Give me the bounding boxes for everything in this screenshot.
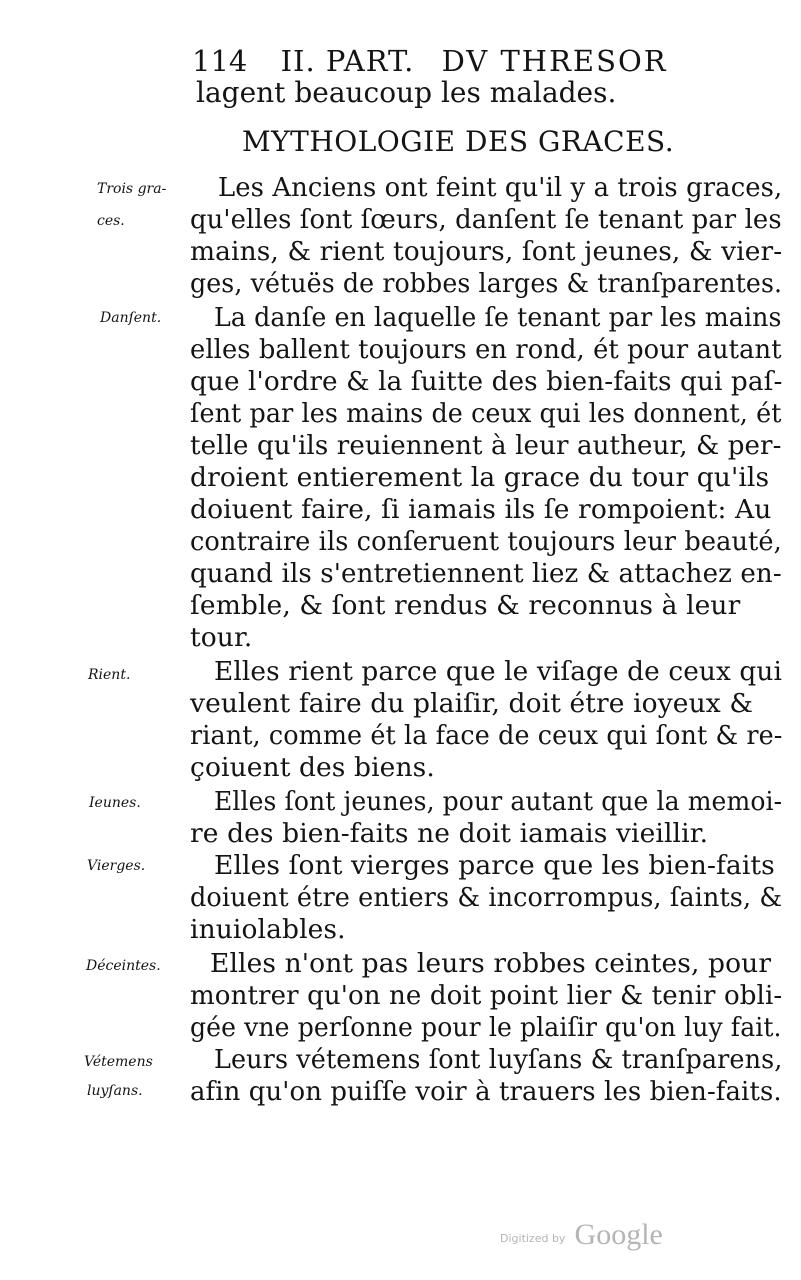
google-logo: Google xyxy=(574,1218,663,1251)
text-line: Elles n'ont pas leurs robbes ceintes, pour xyxy=(210,948,772,979)
margin-note: ces. xyxy=(97,213,125,229)
text-line: montrer qu'on ne doit point lier & tenir obli- xyxy=(190,980,783,1011)
text-line: re des bien-faits ne doit iamais vieillir. xyxy=(190,818,709,849)
text-line: Elles ſont jeunes, pour autant que la memoi- xyxy=(214,786,783,817)
carryover-line: lagent beaucoup les malades. xyxy=(196,76,617,109)
text-line: contraire ils conſeruent toujours leur beauté, xyxy=(190,526,782,557)
margin-note: Trois gra- xyxy=(97,181,167,197)
text-line: mains, & rient toujours, ſont jeunes, & vier- xyxy=(190,236,783,267)
running-header xyxy=(192,44,668,78)
margin-note: luyſans. xyxy=(87,1083,143,1099)
text-line: ges, vétuës de robbes larges & tranſparentes. xyxy=(190,268,783,299)
page-number: 114 xyxy=(192,44,248,78)
text-line: Leurs vétemens ſont luyſans & tranſparens, xyxy=(214,1044,783,1075)
text-line: doiuent étre entiers & incorrompus, ſaints, & xyxy=(190,882,783,913)
section-title: MYTHOLOGIE DES GRACES. xyxy=(242,125,675,158)
watermark-caption: Digitized by xyxy=(500,1232,566,1245)
margin-note: Rient. xyxy=(88,667,131,683)
text-line: afin qu'on puiſſe voir à trauers les bien-faits. xyxy=(190,1076,782,1107)
text-line: ſent par les mains de ceux qui les donnent, ét xyxy=(190,398,782,429)
margin-note: Vierges. xyxy=(87,858,146,874)
digitized-watermark xyxy=(500,1218,663,1252)
margin-note: Déceintes. xyxy=(86,958,161,974)
text-line: Elles rient parce que le viſage de ceux qui xyxy=(214,656,783,687)
text-line: doiuent faire, ſi iamais ils ſe rompoient: Au xyxy=(190,494,772,525)
text-line: ſemble, & ſont rendus & reconnus à leur xyxy=(190,590,741,621)
text-line: La danſe en laquelle ſe tenant par les mains xyxy=(214,302,782,333)
text-line: que l'ordre & la ſuitte des bien-faits qui paſ- xyxy=(190,366,783,397)
text-line: qu'elles ſont ſœurs, danſent ſe tenant par les xyxy=(190,204,782,235)
text-line: telle qu'ils reuiennent à leur autheur, & per- xyxy=(190,430,782,461)
text-line: gée vne perſonne pour le plaiſir qu'on luy fait. xyxy=(190,1012,782,1043)
header-title: DV THRESOR xyxy=(441,44,668,78)
text-line: droient entierement la grace du tour qu'ils xyxy=(190,462,770,493)
text-line: Les Anciens ont feint qu'il y a trois graces, xyxy=(218,172,783,203)
margin-note: Vétemens xyxy=(84,1054,153,1070)
margin-note: Ieunes. xyxy=(89,795,141,811)
margin-note: Danſent. xyxy=(100,310,162,326)
text-line: çoiuent des biens. xyxy=(190,752,435,783)
text-line: veulent faire du plaiſir, doit étre ioyeux & xyxy=(190,688,754,719)
text-line: Elles ſont vierges parce que les bien-faits xyxy=(214,850,775,881)
header-part: II. PART. xyxy=(280,44,415,78)
text-line: tour. xyxy=(190,622,253,653)
text-line: inuiolables. xyxy=(190,914,346,945)
text-line: riant, comme ét la face de ceux qui ſont & re- xyxy=(190,720,783,751)
text-line: quand ils s'entretiennent liez & attachez en- xyxy=(190,558,782,589)
text-line: elles ballent toujours en rond, ét pour autant xyxy=(190,334,782,365)
